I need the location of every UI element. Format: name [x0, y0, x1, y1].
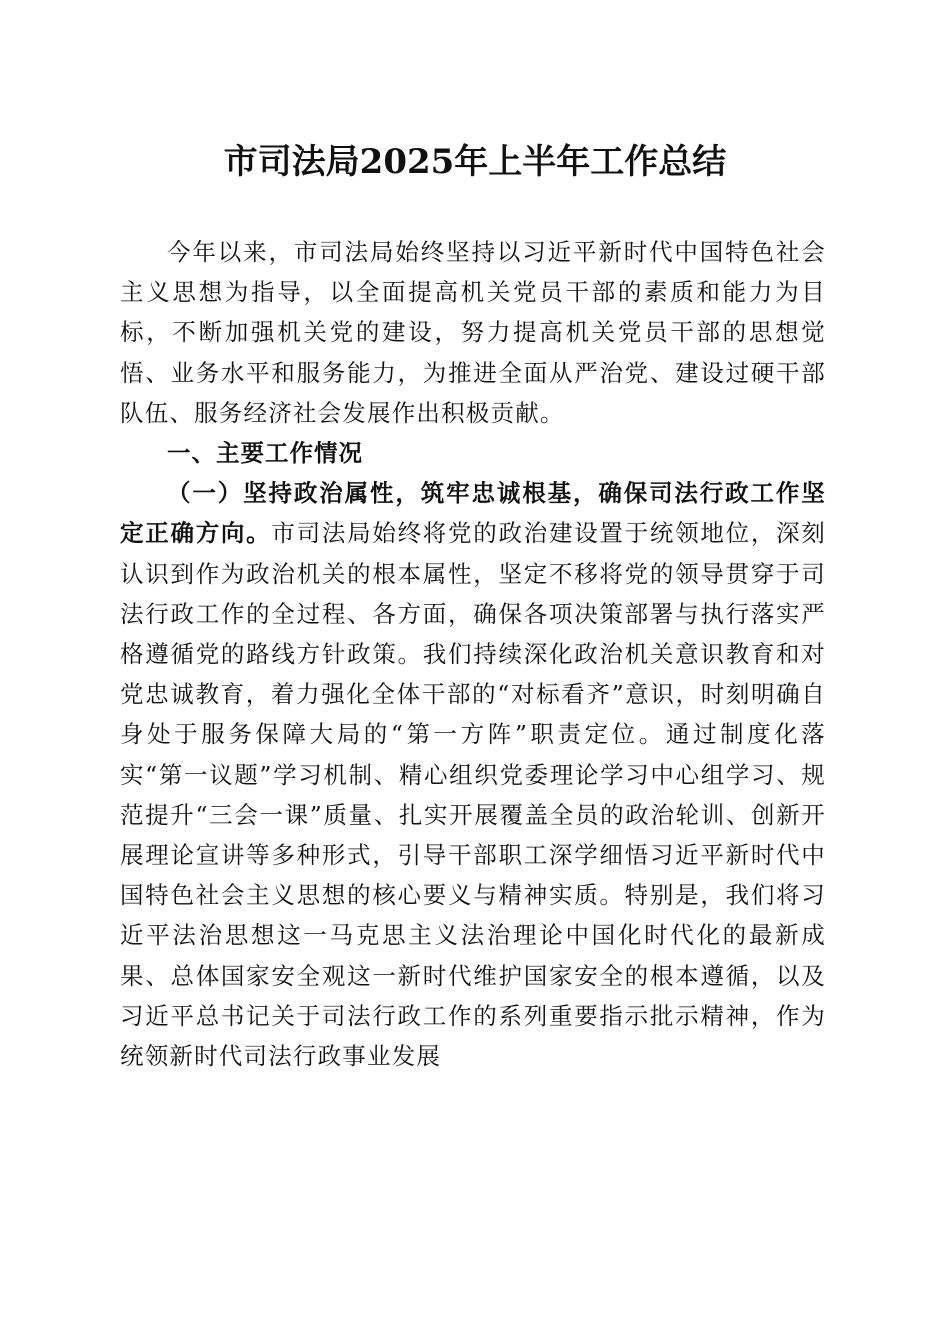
subsection-paragraph: [120, 473, 826, 1076]
subsection-heading-political: （一）坚持政治属性，筑牢忠诚根基，确保司法行政工作坚定正确方向。: [120, 479, 826, 548]
section-heading-main-work: 一、主要工作情况: [167, 439, 363, 468]
document-body: [120, 232, 826, 1076]
document-title: 市司法局2025年上半年工作总结: [223, 142, 727, 182]
intro-paragraph: 今年以来，市司法局始终坚持以习近平新时代中国特色社会主义思想为指导，以全面提高机关党员干部的素质和能力为目标，不断加强机关党的建设，努力提高机关党员干部的思想觉悟、业务水平和服务能力，为推进全面从严治党、建设过硬干部队伍、服务经济社会发展作出积极贡献。: [120, 238, 826, 427]
subsection-body-text: 市司法局始终将党的政治建设置于统领地位，深刻认识到作为政治机关的根本属性，坚定不移将党的领导贯穿于司法行政工作的全过程、各方面，确保各项决策部署与执行落实严格遵循党的路线方针政策。我们持续深化政治机关意识教育和对党忠诚教育，着力强化全体干部的“对标看齐”意识，时刻明确自身处于服务保障大局的“第一方阵”职责定位。通过制度化落实“第一议题”学习机制、精心组织党委理论学习中心组学习、规范提升“三会一课”质量、扎实开展覆盖全员的政治轮训、创新开展理论宣讲等多种形式，引导干部职工深学细悟习近平新时代中国特色社会主义思想的核心要义与精神实质。特别是，我们将习近平法治思想这一马克思主义法治理论中国化时代化的最新成果、总体国家安全观这一新时代维护国家安全的根本遵循，以及习近平总书记关于司法行政工作的系列重要指示批示精神，作为统领新时代司法行政事业发展: [120, 519, 826, 1071]
